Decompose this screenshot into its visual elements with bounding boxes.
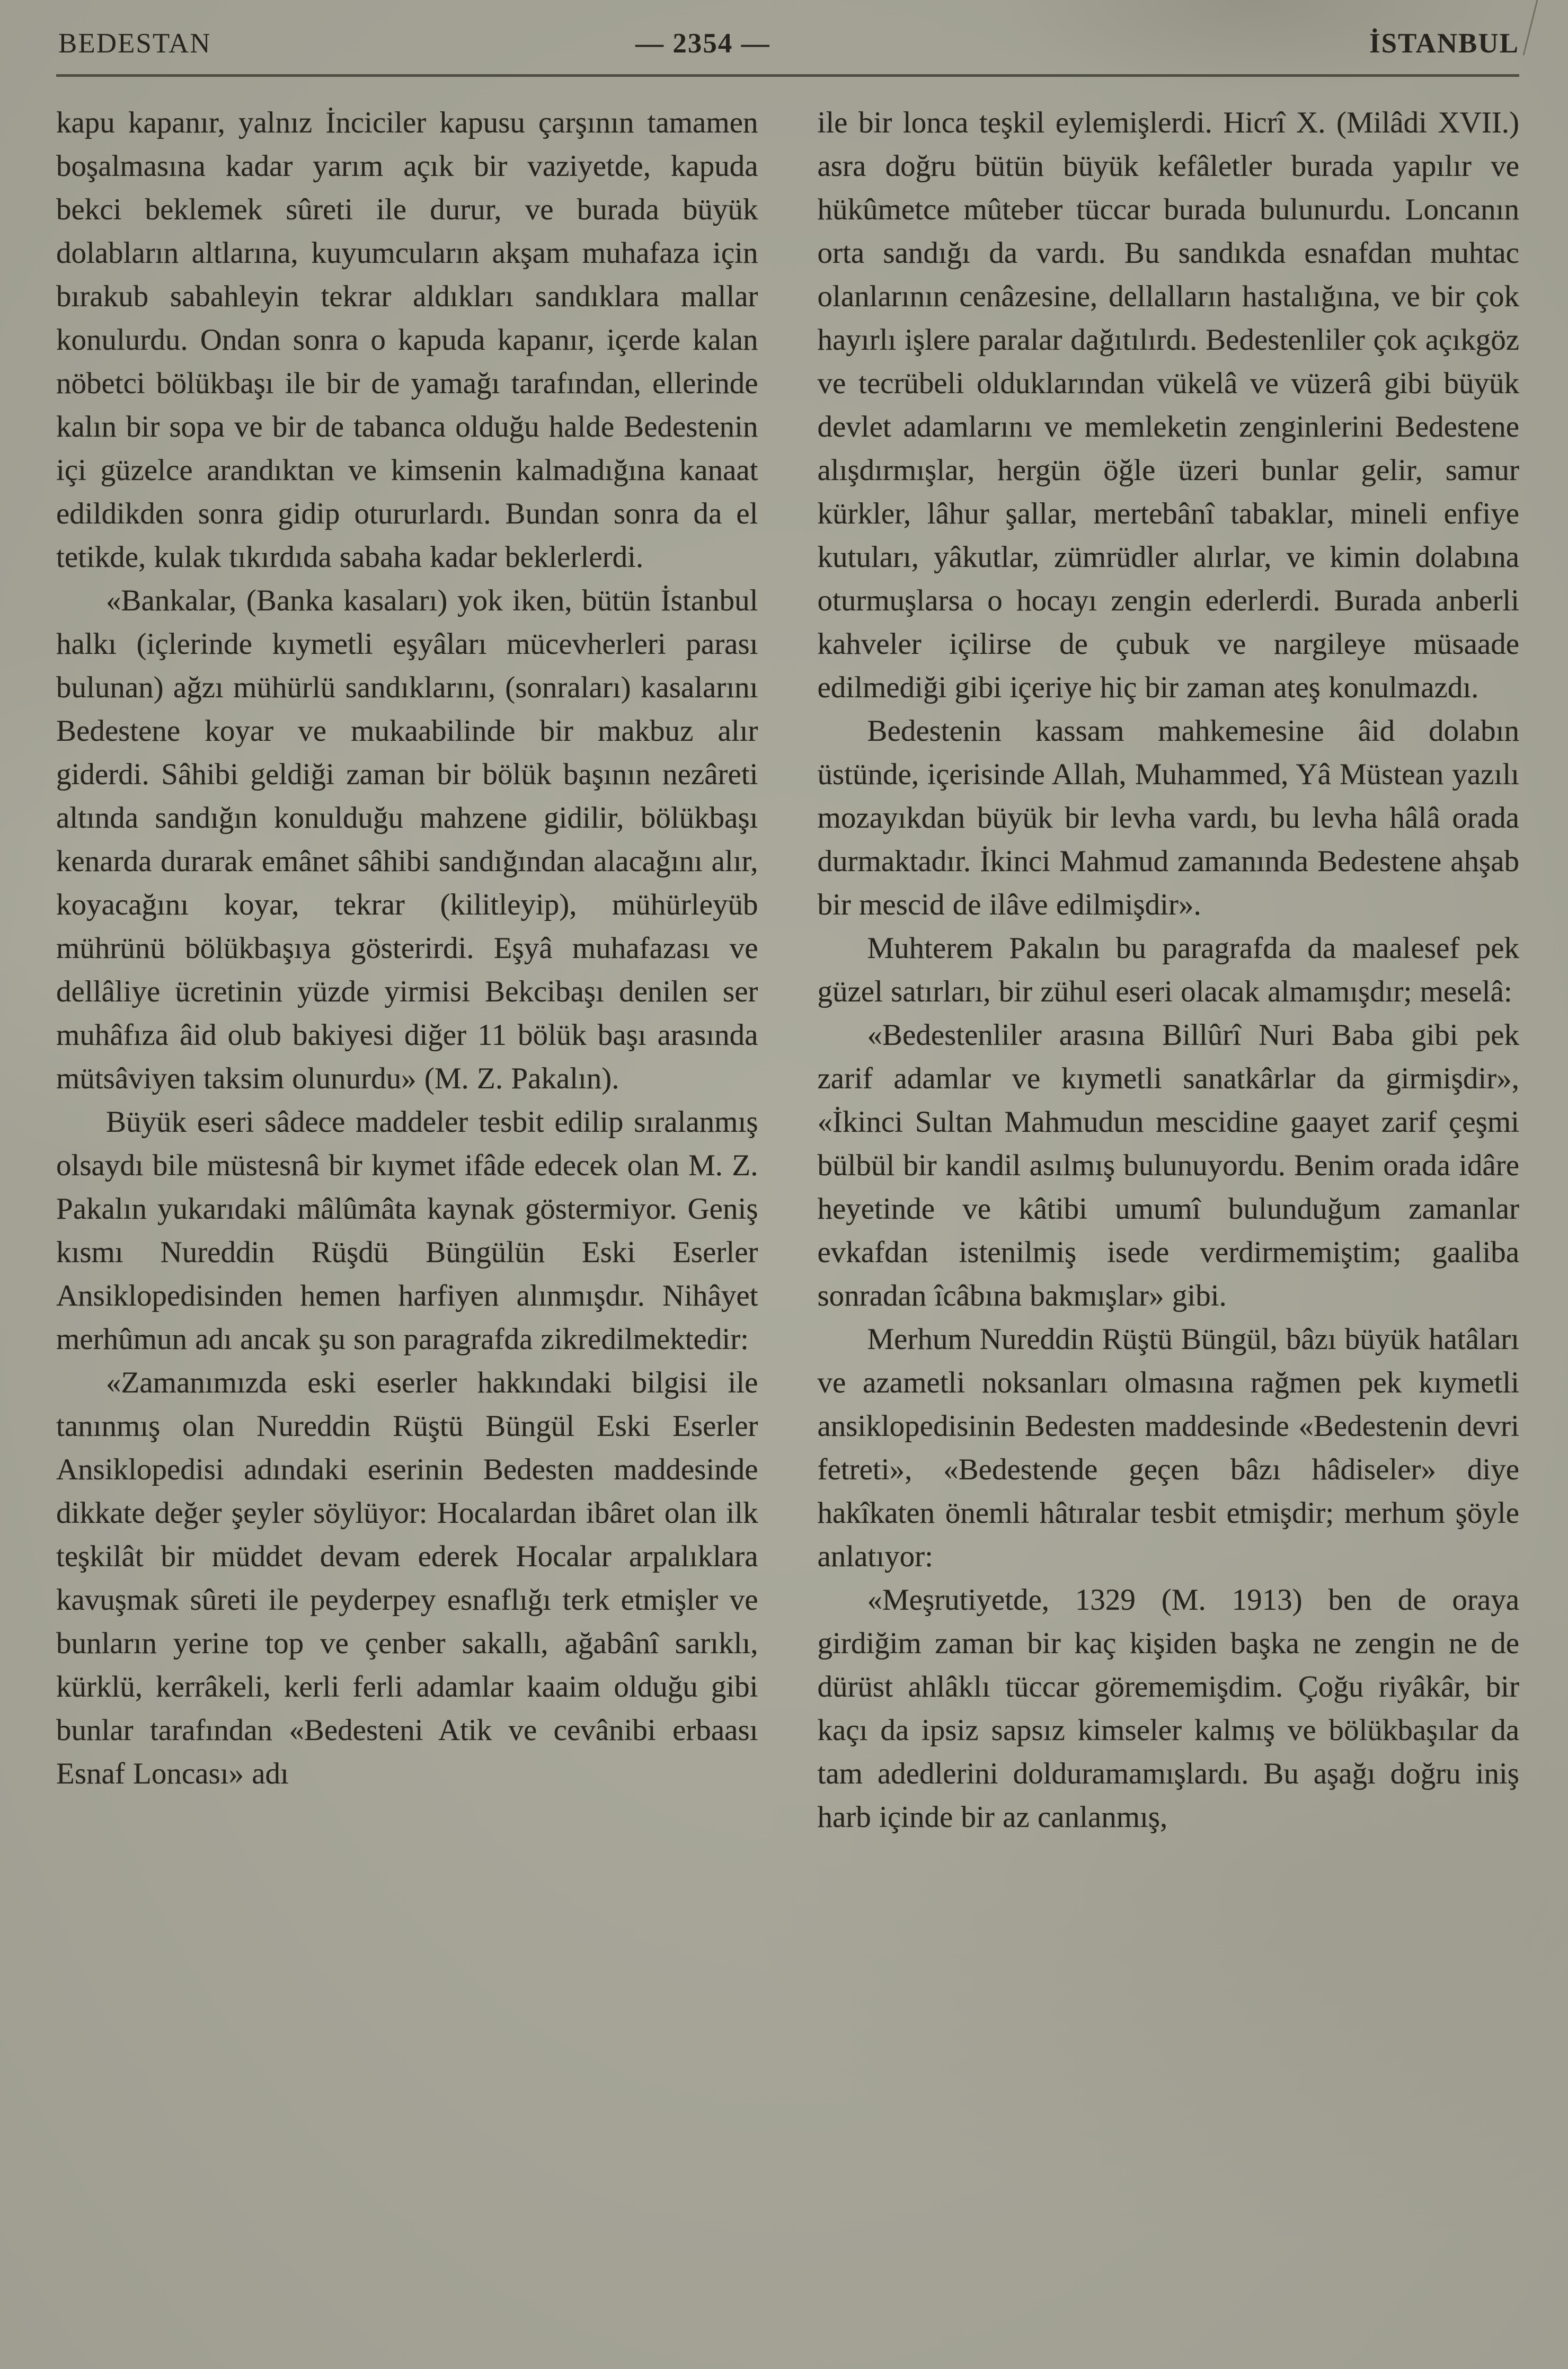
paragraph: «Zamanımızda eski eserler hakkındaki bilgisi ile tanınmış olan Nureddin Rüştü Büngül Eski Eserler Ansiklopedisi adındaki eserinin Bedesten maddesinde dikkate değer şeyler söylüyor: Hocalardan ibâret olan ilk teşkilât bir müddet devam ederek Hocalar arpalıklara kavuşmak sûreti ile peyderpey esnaflığı terk etmişler ve bunların yerine top ve çenber sakallı, ağabânî sarıklı, kürklü, kerrâkeli, kerli ferli adamlar kaaim olduğu gibi bunlar tarafından «Bedesteni Atik ve cevânibi erbaası Esnaf Loncası» adı <box>56 1366 758 1790</box>
page-number: — 2354 — <box>635 28 770 59</box>
paragraph: Büyük eseri sâdece maddeler tesbit edilip sıralanmış olsaydı bile müstesnâ bir kıymet ifâde edecek olan M. Z. Pakalın yukarıdaki mâlûmâta kaynak göstermiyor. Geniş kısmı Nureddin Rüşdü Büngülün Eski Eserler Ansiklopedisinden hemen harfiyen alınmışdır. Nihâyet merhûmun adı ancak şu son paragrafda zikredilmektedir: <box>56 1105 758 1356</box>
paragraph: Muhterem Pakalın bu paragrafda da maalesef pek güzel satırları, bir zühul eseri olacak almamışdır; meselâ: <box>817 931 1519 1008</box>
paragraph: «Bankalar, (Banka kasaları) yok iken, bütün İstanbul halkı (içlerinde kıymetli eşyâları mücevherleri parası bulunan) ağzı mühürlü sandıklarını, (sonraları) kasalarını Bedestene koyar ve mukaabilinde bir makbuz alır giderdi. Sâhibi geldiği zaman bir bölük başının nezâreti altında sandığın konulduğu mahzene gidilir, bölükbaşı kenarda durarak emânet sâhibi sandığından alacağını alır, koyacağını koyar, tekrar (kilitleyip), mühürleyüb mührünü bölükbaşıya gösterirdi. Eşyâ muhafazası ve dellâliye ücretinin yüzde yirmisi Bekcibaşı denilen ser muhâfıza âid olub bakiyesi diğer 11 bölük başı arasında mütsâviyen taksim olunurdu» (M. Z. Pakalın). <box>56 584 758 1095</box>
paragraph: ile bir lonca teşkil eylemişlerdi. Hicrî X. (Milâdi XVII.) asra doğru bütün büyük kefâletler burada yapılır ve hükûmetce mûteber tüccar burada bulunurdu. Loncanın orta sandığı da vardı. Bu sandıkda esnafdan muhtac olanlarının cenâzesine, dellalların hastalığına, ve bir çok hayırlı işlere paralar dağıtılırdı. Bedestenliler çok açıkgöz ve tecrübeli olduklarından vükelâ ve vüzerâ gibi büyük devlet adamlarını ve memleketin zenginlerini Bedestene alışdırmışlar, hergün öğle üzeri bunlar gelir, samur kürkler, lâhur şallar, mertebânî tabaklar, mineli enfiye kutuları, yâkutlar, zümrüdler alırlar, ve kimin dolabına oturmuşlarsa o hocayı zengin ederlerdi. Burada anberli kahveler içilirse de çubuk ve nargileye müsaade edilmediği gibi içeriye hiç bir zaman ateş konulmazdı. <box>817 106 1519 704</box>
header-rule <box>56 74 1519 77</box>
left-column <box>56 101 758 1839</box>
paragraph: «Meşrutiyetde, 1329 (M. 1913) ben de oraya girdiğim zaman bir kaç kişiden başka ne zengin ne de dürüst ahlâklı tüccar görememişdim. Çoğu riyâkâr, bir kaçı da ipsiz sapsız kimseler kalmış ve bölükbaşılar da tam adedlerini dolduramamışlardı. Bu aşağı doğru iniş harb içinde bir az canlanmış, <box>817 1583 1519 1834</box>
paragraph: kapu kapanır, yalnız İnciciler kapusu çarşının tamamen boşalmasına kadar yarım açık bir vaziyetde, kapuda bekci beklemek sûreti ile durur, ve burada büyük dolabların altlarına, kuyumcuların akşam muhafaza için bırakub sabahleyin tekrar aldıkları sandıklara mallar konulurdu. Ondan sonra o kapuda kapanır, içerde kalan nöbetci bölükbaşı ile bir de yamağı tarafından, ellerinde kalın bir sopa ve bir de tabanca olduğu halde Bedestenin içi güzelce arandıktan ve kimsenin kalmadığına kanaat edildikden sonra gidip otururlardı. Bundan sonra da el tetikde, kulak tıkırdıda sabaha kadar beklerlerdi. <box>56 106 758 574</box>
running-head-article-title: BEDESTAN <box>58 28 211 59</box>
paragraph: Bedestenin kassam mahkemesine âid dolabın üstünde, içerisinde Allah, Muhammed, Yâ Müstean yazılı mozayıkdan büyük bir levha vardı, bu levha hâlâ orada durmaktadır. İkinci Mahmud zamanında Bedestene ahşab bir mescid de ilâve edilmişdir». <box>817 714 1519 921</box>
paper-crease <box>1523 0 1540 56</box>
text-columns <box>56 101 1519 1839</box>
running-head-volume-title: İSTANBUL <box>1369 28 1519 59</box>
right-column <box>818 101 1520 1839</box>
paragraph: Merhum Nureddin Rüştü Büngül, bâzı büyük hatâları ve azametli noksanları olmasına rağmen pek kıymetli ansiklopedisinin Bedesten maddesinde «Bedestenin devri fetreti», «Bedestende geçen bâzı hâdiseler» diye hakîkaten önemli hâtıralar tesbit etmişdir; merhum şöyle anlatıyor: <box>817 1323 1519 1573</box>
page-header <box>56 28 1519 67</box>
paragraph: «Bedestenliler arasına Billûrî Nuri Baba gibi pek zarif adamlar ve kıymetli sanatkârlar da girmişdir», «İkinci Sultan Mahmudun mescidine gaayet zarif çeşmi bülbül bir kandil asılmış bulunuyordu. Benim orada idâre heyetinde ve kâtibi umumî bulunduğum zamanlar evkafdan istenilmiş isede verdirmemiştim; gaaliba sonradan îcâbına bakmışlar» gibi. <box>817 1018 1519 1312</box>
